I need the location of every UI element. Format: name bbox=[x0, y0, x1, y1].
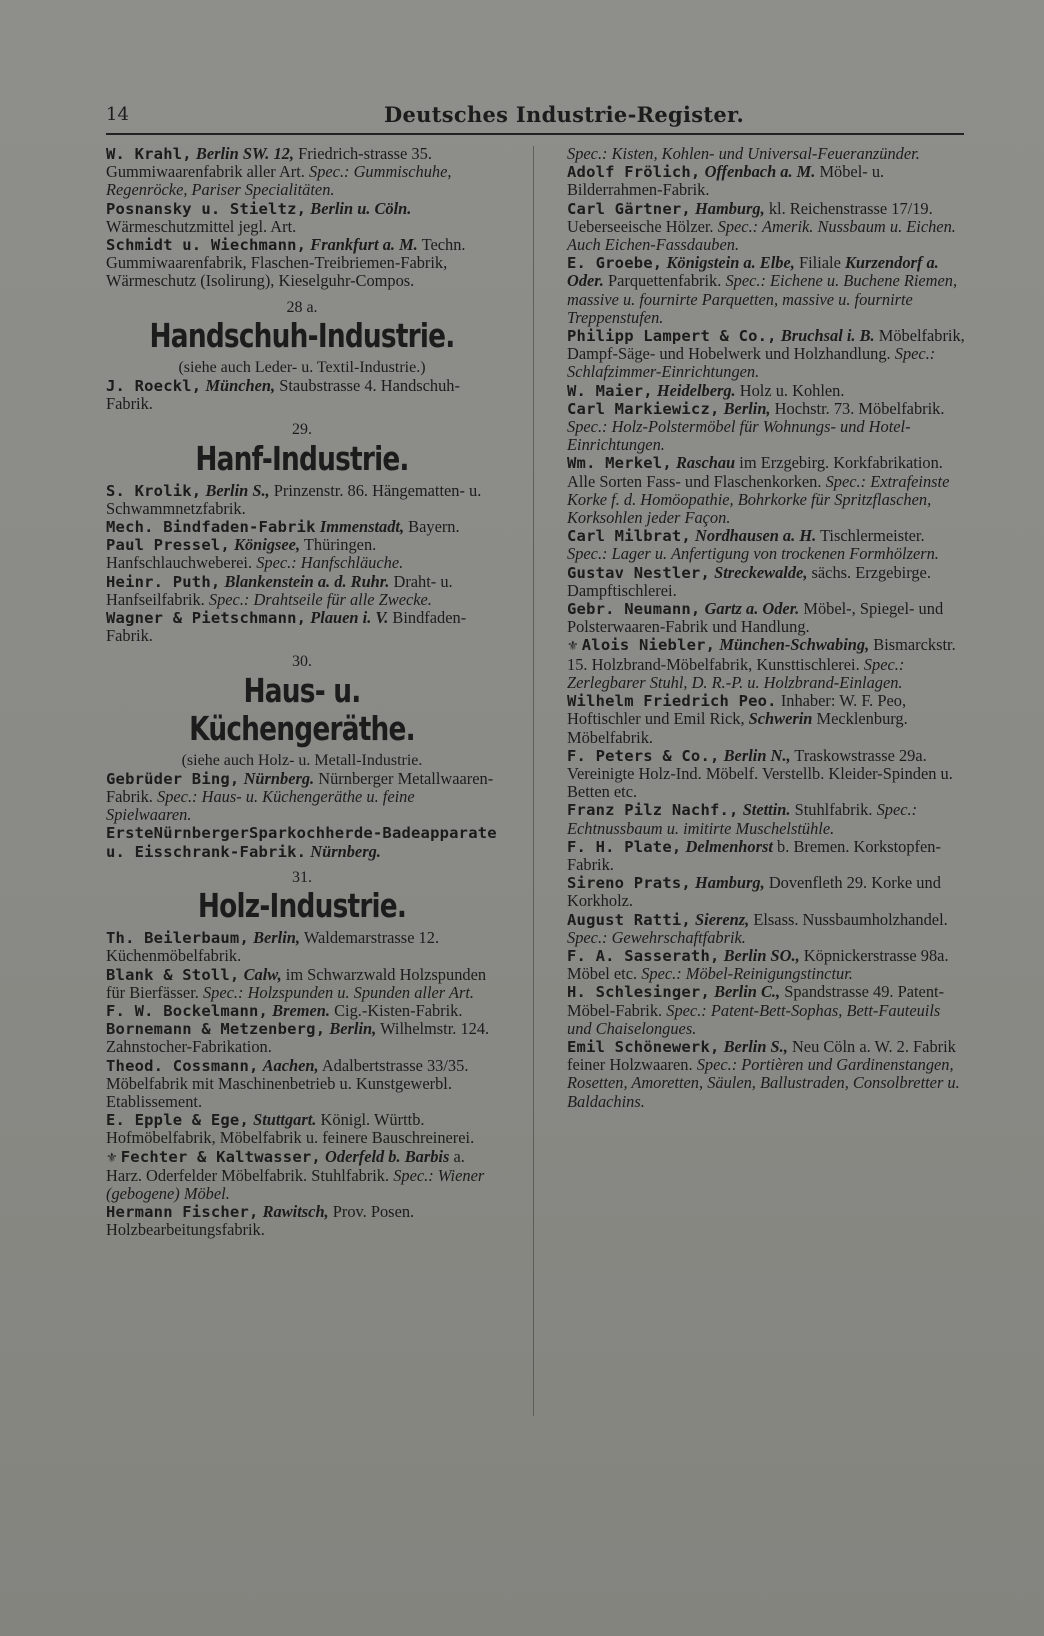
location: Aachen, bbox=[262, 1055, 319, 1075]
speciality: Spec.: Wiener (gebogene) Möbel. bbox=[106, 1165, 485, 1203]
location: Berlin C., bbox=[714, 982, 781, 1002]
entry bbox=[106, 1020, 498, 1056]
description: Spandstrasse 49. Patent-Möbel-Fabrik. bbox=[567, 982, 945, 1020]
description: Köpnickerstrasse 98a. Möbel etc. bbox=[567, 945, 949, 984]
location: Berlin S., bbox=[205, 480, 270, 500]
location: Bremen. bbox=[272, 1000, 330, 1020]
firm-name: August Ratti, bbox=[567, 910, 691, 929]
description: Inhaber: W. F. Peo, Hoftischler und Emil Rick, bbox=[567, 691, 907, 729]
speciality: Spec.: Patent-Bett-Sophas, Bett-Fauteuils und Chaiselongues. bbox=[567, 1000, 941, 1038]
location: Nürnberg. bbox=[310, 841, 381, 861]
firm-name: E. Groebe, bbox=[567, 254, 663, 273]
firm-name: Bornemann & Metzenberg, bbox=[106, 1020, 326, 1039]
firm-name: J. Roeckl, bbox=[106, 377, 202, 396]
description: Cig.-Kisten-Fabrik. bbox=[334, 1000, 463, 1020]
location-secondary: Kurzendorf a. Oder. bbox=[567, 253, 939, 291]
firm-name: W. Maier, bbox=[567, 381, 653, 400]
entry bbox=[567, 527, 965, 563]
entry bbox=[106, 966, 498, 1002]
firm-name: Th. Beilerbaum, bbox=[106, 929, 249, 948]
entry bbox=[106, 770, 498, 825]
firm-name: ErsteNürnbergerSparkochherde-Badeapparate u. Eisschrank-Fabrik. bbox=[106, 824, 497, 861]
description: Draht- u. Hanfseilfabrik. bbox=[106, 571, 453, 609]
description: Holz u. Kohlen. bbox=[739, 380, 845, 400]
location: Calw, bbox=[243, 964, 282, 984]
speciality: Spec.: Extrafeinste Korke f. d. Homöopathie, Bohrkorke für Spritzflaschen, Korksohlen jeder Façon. bbox=[567, 471, 950, 528]
description: kl. Reichenstrasse 17/19. Ueberseeische Hölzer. bbox=[567, 198, 933, 236]
firm-name: Carl Gärtner, bbox=[567, 199, 691, 218]
location: Gartz a. Oder. bbox=[704, 599, 800, 619]
firm-name: Schmidt u. Wiechmann, bbox=[106, 236, 307, 255]
speciality: Spec.: Lager u. Anfertigung von trockenen Formhölzern. bbox=[567, 544, 939, 564]
location: Königsee, bbox=[234, 535, 301, 555]
entry bbox=[106, 518, 498, 536]
speciality: Spec.: Drahtseile für alle Zwecke. bbox=[208, 589, 432, 609]
location: Plauen i. V. bbox=[310, 608, 389, 628]
entry bbox=[106, 1203, 498, 1239]
firm-name: Theod. Cossmann, bbox=[106, 1056, 259, 1075]
page-number: 14 bbox=[106, 104, 129, 125]
firm-name: Paul Pressel, bbox=[106, 536, 230, 555]
location: Frankfurt a. M. bbox=[310, 235, 418, 255]
firm-name: F. A. Sasserath, bbox=[567, 946, 720, 965]
location: Nordhausen a. H. bbox=[695, 526, 817, 546]
firm-name: Gebr. Neumann, bbox=[567, 600, 701, 619]
location: Berlin u. Cöln. bbox=[310, 198, 412, 218]
location: Blankenstein a. d. Ruhr. bbox=[224, 571, 390, 591]
speciality: Spec.: Portièren und Gardinenstangen, Rosetten, Amoretten, Säulen, Ballustraden, Consolbretter u. Baldachins. bbox=[567, 1055, 960, 1111]
description: im Erzgebirg. Korkfabrikation. Alle Sorten Fass- und Flaschenkorken. bbox=[567, 453, 943, 491]
description: Prinzenstr. 86. Hängematten- u. Schwammnetzfabrik. bbox=[106, 480, 482, 518]
firm-name: Alois Niebler, bbox=[581, 636, 716, 655]
speciality: Spec.: Haus- u. Küchengeräthe u. feine Spielwaaren. bbox=[106, 787, 415, 825]
entry bbox=[106, 573, 498, 609]
entry bbox=[567, 600, 965, 636]
entry bbox=[567, 983, 965, 1038]
entry bbox=[567, 911, 965, 947]
left-column bbox=[106, 145, 498, 1240]
firm-name: Hermann Fischer, bbox=[106, 1203, 259, 1222]
location: Bruchsal i. B. bbox=[780, 326, 875, 346]
description: Staubstrasse 4. Handschuh-Fabrik. bbox=[106, 376, 460, 414]
description: Waldemarstrasse 12. Küchenmöbelfabrik. bbox=[106, 928, 440, 966]
location: Hamburg, bbox=[695, 873, 765, 893]
description: Elsass. Nussbaumholzhandel. bbox=[753, 909, 948, 929]
entry bbox=[567, 1038, 965, 1111]
entry bbox=[106, 536, 498, 572]
description: Prov. Posen. Holzbearbeitungsfabrik. bbox=[106, 1202, 415, 1240]
firm-name: Posnansky u. Stieltz, bbox=[106, 199, 307, 218]
entry bbox=[106, 1148, 498, 1204]
section-number: 28 a. bbox=[286, 298, 318, 316]
firm-name: S. Krolik, bbox=[106, 481, 202, 500]
speciality: Spec.: Kisten, Kohlen- und Universal-Feueranzünder. bbox=[567, 144, 920, 163]
location: Delmenhorst bbox=[685, 836, 773, 856]
speciality: Spec.: Gummischuhe, Regenröcke, Pariser Specialitäten. bbox=[106, 162, 452, 200]
entry bbox=[567, 163, 965, 199]
entry bbox=[567, 200, 965, 255]
running-title: Deutsches Industrie-Register. bbox=[384, 102, 745, 127]
right-column bbox=[567, 145, 965, 1111]
firm-name: Franz Pilz Nachf., bbox=[567, 801, 739, 820]
section-title: Haus- u. Küchengeräthe. bbox=[189, 670, 415, 748]
description: Möbel-, Spiegel- und Polsterwaaren-Fabrik und Handlung. bbox=[567, 599, 944, 637]
entry bbox=[106, 824, 498, 860]
location: Oderfeld b. Barbis bbox=[325, 1146, 450, 1166]
entry bbox=[567, 747, 965, 802]
location: Nürnberg. bbox=[243, 768, 315, 788]
firm-name: Carl Milbrat, bbox=[567, 527, 691, 546]
firm-name: F. W. Bockelmann, bbox=[106, 1001, 269, 1020]
trademark-icon: ⚜ bbox=[106, 1149, 117, 1165]
description: Königl. Württb. Hofmöbelfabrik, Möbelfabrik u. feinere Bauschreinerei. bbox=[106, 1110, 475, 1148]
section-number: 30. bbox=[292, 653, 312, 671]
description: im Schwarzwald Holzspunden für Bierfässer. bbox=[106, 964, 487, 1002]
firm-name: Sireno Prats, bbox=[567, 874, 691, 893]
location: Stuttgart. bbox=[253, 1110, 317, 1130]
firm-name: Adolf Frölich, bbox=[567, 163, 701, 182]
firm-name: Emil Schönewerk, bbox=[567, 1037, 720, 1056]
location: Berlin, bbox=[723, 398, 771, 418]
description: Wärmeschutzmittel jegl. Art. bbox=[106, 216, 297, 236]
location: Immenstadt, bbox=[319, 517, 405, 537]
description: Möbel- u. Bilderrahmen-Fabrik. bbox=[567, 162, 885, 200]
speciality: Spec.: Eichene u. Buchene Riemen, massive u. fournirte Parquetten, massive u. fournirte Treppenstufen. bbox=[567, 271, 958, 327]
header-rule bbox=[106, 133, 964, 135]
section-title: Holz-Industrie. bbox=[197, 886, 407, 926]
speciality: Spec.: Holzspunden u. Spunden aller Art. bbox=[202, 982, 474, 1002]
entry bbox=[106, 482, 498, 518]
location: Berlin SO., bbox=[723, 945, 800, 965]
section-number: 29. bbox=[292, 421, 312, 439]
description: Dovenfleth 29. Korke und Korkholz. bbox=[567, 873, 941, 911]
section-number: 31. bbox=[292, 868, 312, 886]
description: Bindfaden-Fabrik. bbox=[106, 608, 467, 646]
description: Wilhelmstr. 124. Zahnstocher-Fabrikation. bbox=[106, 1019, 490, 1057]
description: Tischlermeister. bbox=[819, 526, 925, 546]
page-header bbox=[106, 104, 964, 134]
location: Offenbach a. M. bbox=[704, 162, 816, 182]
description: Hochstr. 73. Möbelfabrik. bbox=[774, 398, 945, 418]
speciality: Spec.: Möbel-Reinigungstinctur. bbox=[641, 964, 853, 984]
description: Neu Cöln a. W. 2. Fabrik feiner Holzwaaren. bbox=[567, 1036, 956, 1075]
location: Streckewalde, bbox=[714, 562, 808, 582]
entry bbox=[106, 1111, 498, 1147]
entry bbox=[567, 692, 965, 747]
location: München, bbox=[205, 376, 276, 396]
firm-name: Mech. Bindfaden-Fabrik bbox=[106, 518, 316, 537]
entry bbox=[567, 801, 965, 837]
description: a. Harz. Oderfelder Möbelfabrik. Stuhlfabrik. bbox=[106, 1146, 465, 1185]
firm-name: Gustav Nestler, bbox=[567, 563, 710, 582]
firm-name: Wilhelm Friedrich Peo. bbox=[567, 692, 777, 711]
description: Nürnberger Metallwaaren-Fabrik. bbox=[106, 768, 494, 807]
speciality: Spec.: Schlafzimmer-Einrichtungen. bbox=[567, 344, 936, 382]
firm-name: H. Schlesinger, bbox=[567, 983, 710, 1002]
entry bbox=[567, 145, 965, 163]
description: Bismarckstr. 15. Holzbrand-Möbelfabrik, Kunsttischlerei. bbox=[567, 635, 956, 674]
description: Techn. Gummiwaarenfabrik, Flaschen-Treibriemen-Fabrik, Wärmeschutz (Isolirung), Kieselguhr-Compos. bbox=[106, 235, 466, 291]
entry bbox=[106, 929, 498, 965]
location: Berlin SW. 12, bbox=[195, 144, 294, 163]
description: Filiale bbox=[798, 253, 841, 273]
location: Königstein a. Elbe, bbox=[666, 253, 795, 273]
location: Heidelberg. bbox=[656, 380, 736, 400]
section-note: (siehe auch Leder- u. Textil-Industrie.) bbox=[178, 358, 426, 376]
entry bbox=[106, 377, 498, 413]
description: Möbelfabrik, Dampf-Säge- und Hobelwerk und Holzhandlung. bbox=[567, 326, 965, 364]
entry bbox=[106, 200, 498, 236]
description: Bayern. bbox=[408, 517, 460, 537]
firm-name: F. H. Plate, bbox=[567, 837, 682, 856]
location: Berlin S., bbox=[723, 1036, 788, 1056]
speciality: Spec.: Echtnussbaum u. imitirte Muschelstühle. bbox=[567, 800, 918, 838]
entry bbox=[106, 145, 498, 200]
firm-name: Blank & Stoll, bbox=[106, 965, 240, 984]
location: Raschau bbox=[675, 453, 736, 473]
description: Friedrich-strasse 35. Gummiwaarenfabrik aller Art. bbox=[106, 144, 432, 182]
firm-name: Philipp Lampert & Co., bbox=[567, 327, 777, 346]
entry bbox=[106, 609, 498, 645]
speciality: Spec.: Amerik. Nussbaum u. Eichen. Auch Eichen-Fassdauben. bbox=[567, 216, 956, 255]
description: Thüringen. Hanfschlauchweberei. bbox=[106, 535, 377, 573]
section-note: (siehe auch Holz- u. Metall-Industrie. bbox=[181, 751, 423, 769]
entry bbox=[106, 1002, 498, 1020]
description: Adalbertstrasse 33/35. Möbelfabrik mit Maschinenbetrieb u. Kunstgewerbl. Etablissement. bbox=[106, 1055, 469, 1111]
entry bbox=[567, 254, 965, 327]
entry bbox=[567, 874, 965, 910]
location: München-Schwabing, bbox=[719, 635, 870, 655]
description-secondary: Mecklenburg. Möbelfabrik. bbox=[567, 709, 908, 747]
firm-name: E. Epple & Ege, bbox=[106, 1111, 249, 1130]
trademark-icon: ⚜ bbox=[567, 638, 578, 654]
firm-name: Wagner & Pietschmann, bbox=[106, 609, 307, 628]
section-title: Handschuh-Industrie. bbox=[149, 315, 455, 355]
description: Traskowstrasse 29a. Vereinigte Holz-Ind. Möbelf. Verstellb. Kleider-Spinden u. Betten etc. bbox=[567, 745, 953, 802]
entry bbox=[567, 636, 965, 692]
entry bbox=[106, 1057, 498, 1112]
location: Berlin N., bbox=[723, 745, 791, 765]
firm-name: W. Krahl, bbox=[106, 145, 192, 163]
description-secondary: Parquettenfabrik. bbox=[608, 271, 722, 291]
firm-name: Wm. Merkel, bbox=[567, 454, 672, 473]
entry bbox=[567, 947, 965, 983]
speciality: Spec.: Hanfschläuche. bbox=[256, 553, 404, 573]
location: Rawitsch, bbox=[262, 1202, 329, 1222]
firm-name: Carl Markiewicz, bbox=[567, 399, 720, 418]
entry bbox=[106, 236, 498, 291]
location: Hamburg, bbox=[695, 198, 765, 218]
section-title: Hanf-Industrie. bbox=[195, 438, 409, 478]
firm-name: F. Peters & Co., bbox=[567, 746, 720, 765]
entry bbox=[567, 838, 965, 874]
location: Sierenz, bbox=[695, 909, 750, 929]
speciality: Spec.: Gewehrschaftfabrik. bbox=[567, 927, 746, 947]
entry bbox=[567, 382, 965, 400]
speciality: Spec.: Zerlegbarer Stuhl, D. R.-P. u. Holzbrand-Einlagen. bbox=[567, 654, 905, 692]
entry bbox=[567, 327, 965, 382]
column-divider bbox=[533, 146, 534, 1416]
entry bbox=[567, 400, 965, 455]
description: Stuhlfabrik. bbox=[794, 800, 873, 820]
firm-name: Gebrüder Bing, bbox=[106, 769, 240, 788]
location: Berlin, bbox=[253, 928, 301, 948]
speciality: Spec.: Holz-Polstermöbel für Wohnungs- und Hotel-Einrichtungen. bbox=[567, 417, 911, 455]
firm-name: Heinr. Puth, bbox=[106, 572, 221, 591]
location: Schwerin bbox=[748, 709, 813, 729]
location: Stettin. bbox=[742, 800, 791, 820]
description: b. Bremen. Korkstopfen-Fabrik. bbox=[567, 836, 941, 874]
firm-name: Fechter & Kaltwasser, bbox=[120, 1147, 321, 1166]
entry bbox=[567, 564, 965, 600]
entry bbox=[567, 454, 965, 527]
location: Berlin, bbox=[329, 1019, 377, 1039]
description: sächs. Erzgebirge. Dampftischlerei. bbox=[567, 562, 931, 600]
